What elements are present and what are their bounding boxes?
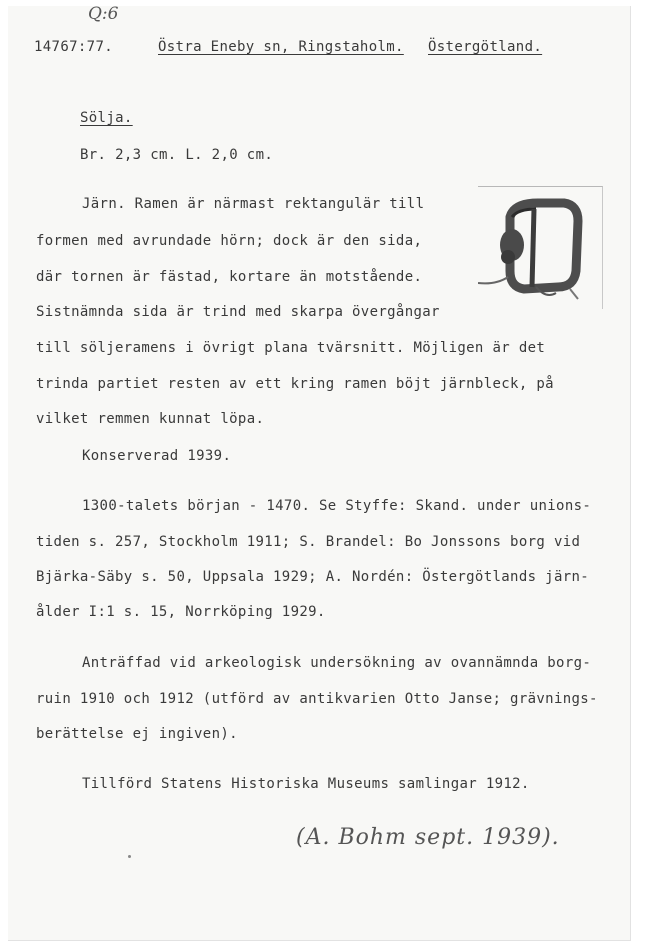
catalog-number: 14767:77. xyxy=(34,39,114,55)
find-line: ruin 1910 och 1912 (utförd av antikvarien Otto Janse; grävnings- xyxy=(36,691,598,707)
dating-line: tiden s. 257, Stockholm 1911; S. Brandel: Bo Jonssons borg vid xyxy=(36,534,581,550)
handwritten-annotation: Q:6 xyxy=(88,4,119,24)
dating-line: ålder I:1 s. 15, Norrköping 1929. xyxy=(36,604,326,620)
find-location: Östra Eneby sn, Ringstaholm. xyxy=(158,39,404,55)
dating-line: 1300-talets början - 1470. Se Styffe: Skand. under unions- xyxy=(82,498,592,514)
find-line: Anträffad vid arkeologisk undersökning av ovannämnda borg- xyxy=(82,655,592,671)
buckle-photo xyxy=(478,186,603,309)
buckle-image xyxy=(478,187,602,309)
description-line: Järn. Ramen är närmast rektangulär till xyxy=(82,196,425,212)
object-dimensions: Br. 2,3 cm. L. 2,0 cm. xyxy=(80,147,274,163)
description-line: vilket remmen kunnat löpa. xyxy=(36,411,265,427)
handwritten-signature: (A. Bohm sept. 1939). xyxy=(296,825,560,850)
description-line: till söljeramens i övrigt plana tvärsnitt. Möjligen är det xyxy=(36,340,546,356)
object-title: Sölja. xyxy=(80,110,133,126)
description-line: Sistnämnda sida är trind med skarpa övergångar xyxy=(36,304,440,320)
dating-line: Bjärka-Säby s. 50, Uppsala 1929; A. Nordén: Östergötlands järn- xyxy=(36,569,590,585)
acquisition-note: Tillförd Statens Historiska Museums samlingar 1912. xyxy=(82,776,530,792)
description-line: trinda partiet resten av ett kring ramen böjt järnbleck, på xyxy=(36,376,554,392)
find-region: Östergötland. xyxy=(428,39,543,55)
find-line: berättelse ej ingiven). xyxy=(36,726,238,742)
description-line: formen med avrundade hörn; dock är den sida, xyxy=(36,233,423,249)
description-line: där tornen är fästad, kortare än motstående. xyxy=(36,269,423,285)
conservation-note: Konserverad 1939. xyxy=(82,448,232,464)
speck xyxy=(128,855,131,858)
